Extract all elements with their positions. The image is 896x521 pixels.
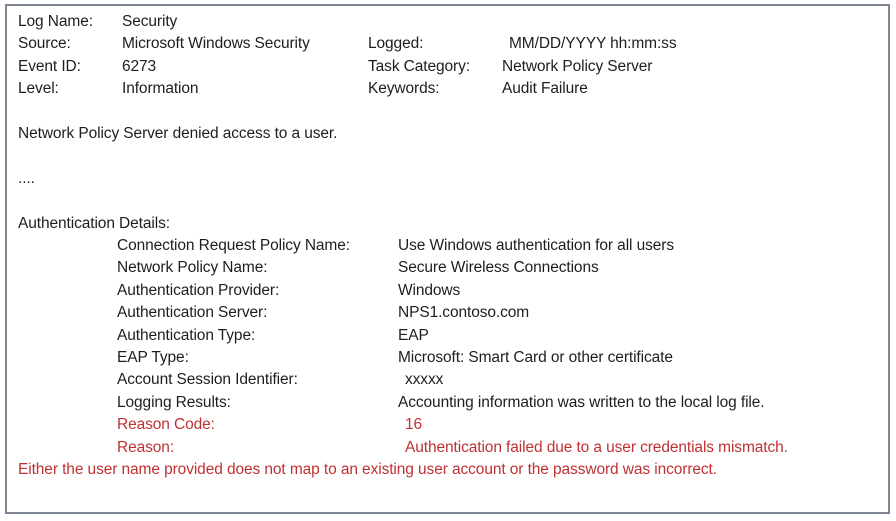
detail-value: Accounting information was written to the local log file. bbox=[398, 393, 765, 411]
detail-value: Microsoft: Smart Card or other certificate bbox=[398, 349, 673, 367]
field-label: Source: bbox=[18, 35, 71, 53]
detail-label: Logging Results: bbox=[117, 393, 231, 411]
detail-row bbox=[117, 325, 876, 347]
detail-label: Reason: bbox=[117, 438, 175, 456]
ellipsis-line: .... bbox=[18, 169, 35, 187]
detail-row bbox=[117, 235, 876, 257]
detail-row bbox=[117, 257, 876, 279]
detail-row bbox=[117, 302, 876, 324]
detail-value: Authentication failed due to a user credentials mismatch. bbox=[405, 438, 788, 456]
field-value: Microsoft Windows Security bbox=[122, 35, 310, 53]
detail-row bbox=[117, 392, 876, 414]
detail-label: Authentication Server: bbox=[117, 304, 268, 322]
detail-row bbox=[117, 369, 876, 391]
detail-label: EAP Type: bbox=[117, 349, 189, 367]
event-header bbox=[18, 11, 876, 101]
field-value: Information bbox=[122, 80, 199, 98]
field-value bbox=[502, 11, 876, 33]
event-description: Network Policy Server denied access to a user. bbox=[18, 125, 338, 143]
detail-value: Windows bbox=[398, 281, 461, 299]
footer-note: Either the user name provided does not map to an existing user account or the password was incorrect. bbox=[18, 461, 717, 479]
section-title: Authentication Details: bbox=[18, 214, 170, 232]
field-value: MM/DD/YYYY hh:mm:ss bbox=[509, 35, 677, 53]
detail-label: Account Session Identifier: bbox=[117, 371, 298, 389]
detail-row bbox=[117, 280, 876, 302]
detail-label: Authentication Type: bbox=[117, 326, 256, 344]
detail-label: Reason Code: bbox=[117, 416, 215, 434]
field-label bbox=[368, 11, 502, 33]
detail-row-reason-code bbox=[117, 414, 876, 436]
detail-value: xxxxx bbox=[405, 371, 444, 389]
detail-value: Use Windows authentication for all users bbox=[398, 237, 674, 255]
detail-label: Connection Request Policy Name: bbox=[117, 237, 350, 255]
field-label: Event ID: bbox=[18, 57, 81, 75]
field-value: Security bbox=[122, 13, 178, 30]
detail-row bbox=[117, 347, 876, 369]
field-value: Audit Failure bbox=[502, 80, 588, 98]
detail-row-reason bbox=[117, 437, 876, 459]
field-value: Network Policy Server bbox=[502, 57, 653, 75]
authentication-details bbox=[18, 235, 876, 459]
field-label: Logged: bbox=[368, 35, 424, 53]
detail-value: Secure Wireless Connections bbox=[398, 259, 599, 277]
detail-value: EAP bbox=[398, 326, 429, 344]
field-label: Log Name: bbox=[18, 13, 93, 30]
detail-value: NPS1.contoso.com bbox=[398, 304, 530, 322]
detail-label: Authentication Provider: bbox=[117, 281, 280, 299]
detail-value: 16 bbox=[405, 416, 423, 434]
detail-label: Network Policy Name: bbox=[117, 259, 268, 277]
field-label: Keywords: bbox=[368, 80, 440, 98]
field-label: Task Category: bbox=[368, 57, 470, 75]
event-log-panel bbox=[5, 4, 890, 514]
field-value: 6273 bbox=[122, 57, 157, 75]
field-label: Level: bbox=[18, 80, 59, 98]
